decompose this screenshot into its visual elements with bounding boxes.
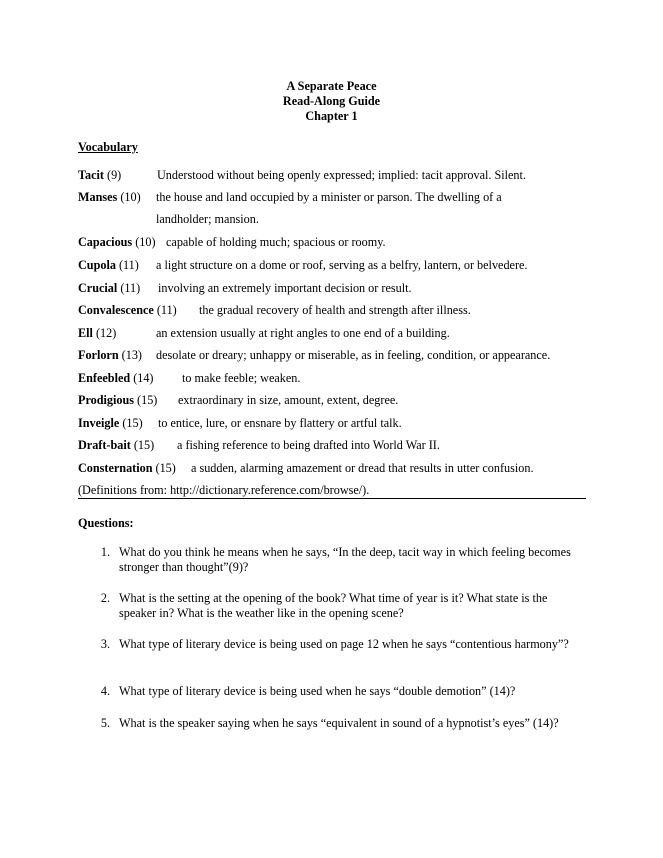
vocab-definition: involving an extremely important decision or result. xyxy=(158,281,412,295)
question-number: 5. xyxy=(100,716,110,730)
vocab-page: (15) xyxy=(134,393,158,407)
vocab-entry-ell xyxy=(78,326,450,341)
vocab-page: (15) xyxy=(130,438,155,452)
vocab-page: (9) xyxy=(103,168,122,182)
vocab-term: Tacit xyxy=(78,168,104,182)
question-number: 3. xyxy=(100,637,110,651)
vocab-definition: a sudden, alarming amazement or dread that results in utter confusion. xyxy=(191,461,534,475)
vocab-term: Inveigle xyxy=(78,416,120,430)
vocab-definition: capable of holding much; spacious or roomy. xyxy=(166,235,386,249)
document-title: A Separate Peace xyxy=(286,79,377,93)
vocab-page: (15) xyxy=(152,461,176,475)
question-text: What is the speaker saying when he says “equivalent in sound of a hypnotist’s eyes” (14)? xyxy=(119,716,559,730)
vocab-definition: desolate or dreary; unhappy or miserable, as in feeling, condition, or appearance. xyxy=(156,348,551,362)
vocab-definition: to make feeble; weaken. xyxy=(182,371,301,385)
vocab-page: (10) xyxy=(132,235,156,249)
vocab-term: Capacious xyxy=(78,235,133,249)
question-text: What type of literary device is being used on page 12 when he says “contentious harmony”? xyxy=(119,637,569,651)
definitions-source: (Definitions from: http://dictionary.reference.com/browse/). xyxy=(78,483,370,497)
vocab-term: Draft-bait xyxy=(78,438,131,452)
vocab-definition: to entice, lure, or ensnare by flattery or artful talk. xyxy=(158,416,402,430)
vocab-term: Manses xyxy=(78,190,118,204)
vocab-entry-forlorn xyxy=(78,348,551,363)
vocab-page: (11) xyxy=(117,281,141,295)
vocab-entry-draft-bait xyxy=(78,438,440,453)
vocab-page: (11) xyxy=(153,303,177,317)
vocab-entry-capacious xyxy=(78,235,386,250)
vocab-page: (15) xyxy=(119,416,143,430)
question-text: What type of literary device is being used when he says “double demotion” (14)? xyxy=(119,684,516,698)
vocab-definition: a fishing reference to being drafted into World War II. xyxy=(177,438,440,452)
vocab-entry-crucial xyxy=(78,281,412,296)
questions-heading: Questions: xyxy=(78,516,134,530)
vocab-term: Ell xyxy=(78,326,93,340)
chapter-title: Chapter 1 xyxy=(305,109,358,123)
vocab-entry-convalescence xyxy=(78,303,471,318)
vocab-entry-cupola xyxy=(78,258,528,273)
vocab-entry-tacit xyxy=(78,168,526,183)
vocab-entry-consternation xyxy=(78,461,534,476)
vocab-definition: the house and land occupied by a minister or parson. The dwelling of a xyxy=(156,190,502,204)
vocab-entry-enfeebled xyxy=(78,371,301,386)
vocab-term: Consternation xyxy=(78,461,153,475)
vocab-term: Enfeebled xyxy=(78,371,131,385)
vocab-term: Convalescence xyxy=(78,303,154,317)
vocab-page: (10) xyxy=(117,190,141,204)
vocab-definition: a light structure on a dome or roof, serving as a belfry, lantern, or belvedere. xyxy=(156,258,528,272)
vocab-page: (11) xyxy=(115,258,139,272)
document-header xyxy=(0,79,663,124)
question-number: 2. xyxy=(100,591,110,605)
vocab-definition: extraordinary in size, amount, extent, degree. xyxy=(178,393,399,407)
question-text: What is the setting at the opening of the book? What time of year is it? What state is the speaker in? What is the weather like in the opening scene? xyxy=(119,591,548,620)
vocab-term: Crucial xyxy=(78,281,118,295)
vocab-page: (13) xyxy=(118,348,142,362)
document-subtitle: Read-Along Guide xyxy=(282,94,381,108)
question-number: 1. xyxy=(100,545,110,559)
vocab-definition: an extension usually at right angles to one end of a building. xyxy=(156,326,450,340)
vocabulary-heading: Vocabulary xyxy=(78,140,138,154)
vocab-page: (14) xyxy=(130,371,154,385)
vocab-definition: the gradual recovery of health and strength after illness. xyxy=(199,303,471,317)
vocab-entry-inveigle xyxy=(78,416,402,431)
vocab-term: Forlorn xyxy=(78,348,119,362)
vocab-definition: Understood without being openly expressed; implied: tacit approval. Silent. xyxy=(157,168,526,182)
vocab-page: (12) xyxy=(92,326,117,340)
section-divider xyxy=(78,498,586,499)
vocab-term: Cupola xyxy=(78,258,116,272)
vocab-entry-prodigious xyxy=(78,393,399,408)
vocab-definition-continued: landholder; mansion. xyxy=(156,212,259,226)
vocab-term: Prodigious xyxy=(78,393,134,407)
question-text: What do you think he means when he says, “In the deep, tacit way in which feeling becomes stronger than thought”(9)? xyxy=(119,545,571,574)
question-number: 4. xyxy=(100,684,110,698)
vocab-entry-manses xyxy=(78,190,502,226)
